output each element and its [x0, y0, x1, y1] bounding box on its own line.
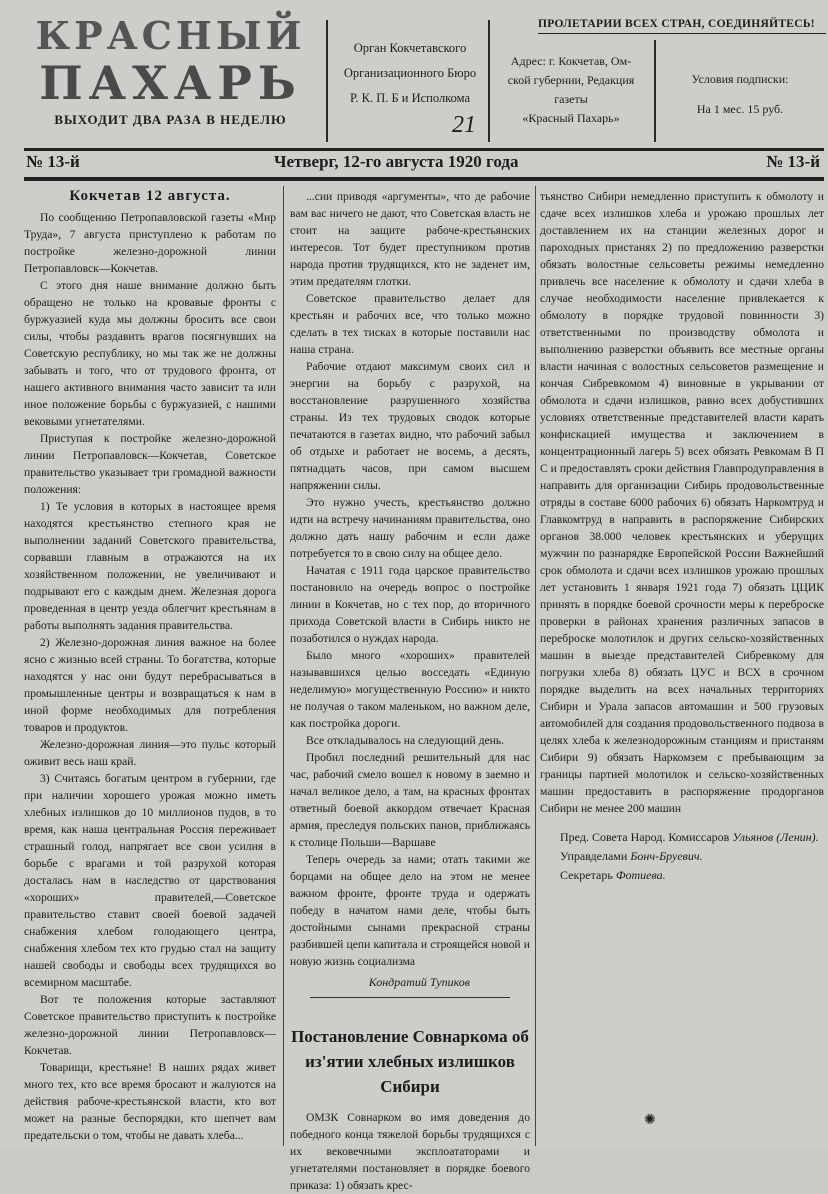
article-paragraph: Начатая с 1911 года царское правительство постановило на очередь вопрос о постройке линии в Кокчетав, но с тех пор, до вторичного прихода Советской власти в Сибирь никто не позаботился о нуждах народа.	[290, 564, 530, 645]
masthead-divider	[488, 20, 490, 142]
subscription-terms	[660, 64, 820, 124]
organ-line: Орган Кокчетавского	[353, 41, 467, 55]
article-paragraph: Советское правительство делает для крестьян и рабочих все, что только можно сделать в тех тисках в которые поставили нас наша страна.	[290, 292, 530, 356]
article-paragraph: Теперь очередь за нами; отать такими же борцами на общее дело на этом не менее важном фронте, фронте труда и одержать победу в начатом нами деле, чтобы быть достойными сынами прекрасной страны разбившей цепи капитала и строящейся новой и новую жизнь социализма	[290, 853, 530, 968]
signature-role: Секретарь	[560, 868, 613, 882]
article-paragraph: 1) Те условия в которых в настоящее время находятся крестьянство степного края не выполнении заданий Советского правительства, сорвавши главным в отражаются на их хозяйственном положении, не увеличивают и подрывают его с каждым днем. Железная дорога проведенная в центр уезда облегчит крестьянам в работы выполнять задания правительства.	[24, 500, 276, 632]
issue-number-right: № 13-й	[766, 152, 820, 171]
editorial-address	[492, 52, 650, 128]
masthead	[0, 0, 828, 148]
article-paragraph: Все откладывалось на следующий день.	[306, 734, 504, 747]
article-paragraph: 2) Железно-дорожная линия важное на более ясно с жизнью всей страны. То богатства, которые находятся у нас они будут перебрасываться в промышленные центры и возвращаться к нам в иной форме необходимых для потребления товаров и продуктов.	[24, 636, 276, 734]
article-headline: Кокчетав 12 августа.	[69, 188, 231, 204]
article-paragraph: Товарищи, крестьяне! В наших рядах живет много тех, кто все время бросают и жалуются на действия рабоче-крестьянской власти, кто вот может на разные беспорядки, кто шепчет вам предательски о том, чтобы не давать хлеба...	[24, 1061, 276, 1142]
article-paragraph: Приступая к постройке железно-дорожной линии Петропавловск—Кокчетав, Советское правительство указывает три громадной важности положения:	[24, 432, 276, 496]
article-divider	[310, 997, 510, 998]
title-line-2: ПАХАРЬ	[39, 56, 302, 110]
signature-line	[540, 829, 824, 846]
organ-info	[334, 36, 486, 111]
rule	[24, 177, 824, 181]
address-line: «Красный Пахарь»	[522, 111, 620, 125]
article-paragraph: Вот те положения которые заставляют Советское правительство приступить к постройке железно-дорожной линии Петропавловск—Кокчетав.	[24, 993, 276, 1057]
article-paragraph: Это нужно учесть, крестьянство должно идти на встречу начинаниям правительства, оно должно дать нашу рабочим и если даже потребуется то в свою силу на общее дело.	[290, 496, 530, 560]
article-paragraph: Рабочие отдают максимум своих сил и энергии на борьбу с разрухой, на восстановление разрушенного хозяйства страны. Из тех трудовых сводок которые печатаются в газетах видно, что рабочий забыл об отдыхе и работает не восемь, а десять, пятнадцать часов, при самом высшем напряжении силы.	[290, 360, 530, 492]
signature-name: Ульянов (Ленин).	[732, 830, 819, 844]
terms-line: На 1 мес. 15 руб.	[696, 102, 784, 116]
terms-line: Условия подписки:	[691, 72, 789, 86]
organ-line: Р. К. П. Б и Исполкома	[349, 91, 471, 105]
decree-paragraph: тьянство Сибири немедленно приступить к обмолоту и сдаче всех излишков хлеба и урожаю прошлых лет доставлением их на станции железных дорог и пароходных пристанях 2) по предложению разверстки обязать волостные сельсоветы режимы немедленно привлечь все население к обмолоту и сдачи хлеба в случае необходимости население привлекается к обмолоту в порядке трудовой повинности 3) ответственными по производству обмолота и выполнению разверстки объявить все местные органы власти начиная с волостных сельсоветов размещение и кончая Сибревкомом 4) виновные в укрывании от обмолота и сдачи излишков, равно всех добустивших условиях ответственные представителей власти карать конфискацией имущества и заключением в концентрационный лагерь 5) всех обязать Ревкомам В П С и предоставлять сроки действия Главпродуправления в направить для организации Сибирь продовольственные отряды в составе 6000 рабочих 6) обязать Наркомтруд и Главкомтруд в направить в распоряжение Сибирских органов 38.000 человек крестьянских и уберущих мужчин по разнарядке Европейской России Важнейший срок обмолота и сдачи всех излишков урожаю прошлых лет установить 1 января 1921 года 7) обязать ЦЦИК принять в порядке боевой срочности меры к переброске проверки в районах хранения различных запасов в переброске молотилок и других сельско-хозяйственных машин в выезде представителей Сибревкому для погрузки хлеба 8) обязать ЦУС и ВСХ в срочном порядке выделить на всех начальных территориях Сибири и Урала запасов автомашин и 500 грузовых автомобилей для создания продовольственного подвоза в целях хлеба к железнодорожным станциям и пристаням Сибири 9) обязать Наркомзем с пребывающим за границы партией молотилок и сельско-хозяйственных машин предоставить в распоряжение продорганов Сибири не менее 200 машин	[540, 190, 824, 815]
article-paragraph: Было много «хороших» правителей называвшихся целью восседать «Единую неделимую» могущественную Россию» и никто не получая о таком маленьком, но важном деле, как постройка дороги.	[290, 649, 530, 730]
column-separator	[283, 186, 284, 1146]
issue-date: Четверг, 12-го августа 1920 года	[274, 152, 519, 171]
article-paragraph: По сообщению Петропавловской газеты «Мир Труда», 7 августа приступлено к работам по постройке железно-дорожной линии Петропавловск—Кокчетав.	[24, 211, 276, 275]
decree-headline: Постановление Совнаркома об из'ятии хлебных излишков Сибири	[291, 1027, 529, 1096]
ornament-icon: ✺	[644, 1113, 656, 1128]
newspaper-title	[18, 14, 323, 142]
signature-line	[540, 867, 824, 884]
signature-line	[540, 848, 824, 865]
signature-name: Бонч-Бруевич.	[630, 849, 703, 863]
title-line-1: КРАСНЫЙ	[35, 13, 306, 58]
handwritten-issue-number: 21	[452, 112, 476, 138]
article-paragraph: ...сии приводя «аргументы», что де рабочие вам вас ничего не дают, что Советская власть не стоит на защите рабоче-крестьянских интересов. Тот будет преступником против народа против трудящихся, кто не заденет им, этим предателям глотки.	[290, 190, 530, 288]
date-bar	[24, 150, 824, 176]
article-signature: Кондратий Тупиков	[368, 975, 470, 989]
article-paragraph: 3) Считаясь богатым центром в губернии, где при наличии хорошего урожая можно иметь хлебных излишков до 10 миллионов пудов, в то время, как наша центральная Россия переживает страшный голод, напрягает все свои усилия в борьбе с врагами и той разрухой которая досталась нам в наследство от царствования «хороших» правителей,—Советское правительство ставит своей боевой задачей снабжения хлебом голодающего центра, снабжения хлебом тех кто грудью стал на защиту нашей свободы и свободы всех трудящихся во всемирном масштабе.	[24, 772, 276, 989]
address-line: Адрес: г. Кокчетав, Ом-	[510, 54, 632, 68]
decree-paragraph: ОМЗК Совнарком во имя доведения до победного конца тяжелой борьбы трудящихся с их вековечными эксплоататорами и угнетателями постановляет в порядке боевого приказа: 1) обязать крес-	[290, 1111, 530, 1192]
masthead-divider	[326, 20, 328, 142]
signature-role: Управделами	[560, 849, 628, 863]
article-paragraph: Железно-дорожная линия—это пульс который оживит весь наш край.	[24, 738, 276, 768]
address-line: ской губернии, Редакция	[507, 73, 635, 87]
slogan: ПРОЛЕТАРИИ ВСЕХ СТРАН, СОЕДИНЯЙТЕСЬ!	[538, 18, 826, 34]
address-line: газеты	[554, 92, 588, 106]
column-2	[290, 188, 530, 1194]
column-1	[24, 188, 276, 1144]
organ-line: Организационного Бюро	[343, 66, 477, 80]
column-3	[540, 188, 824, 886]
column-separator	[535, 186, 536, 1146]
publication-frequency: ВЫХОДИТ ДВА РАЗА В НЕДЕЛЮ	[54, 112, 287, 127]
signature-role: Пред. Совета Народ. Комиссаров	[560, 830, 730, 844]
article-paragraph: Пробил последний решительный для нас час, рабочий смело вошел к новому в заемно и начал великое дело, а там, на красных фронтах ответный боевой аккордом отвечает Красная армия, преследуя польских панов, приближаясь к столице Польши—Варшаве	[290, 751, 530, 849]
issue-number-left: № 13-й	[26, 152, 80, 171]
signature-name: Фотиева.	[615, 868, 666, 882]
article-paragraph: С этого дня наше внимание должно быть обращено не только на кровавые фронты с буржуазией куда мы должны бросить все свои силы, чтобы раздавить врагов посягнувших на Советскую республику, но мы так же не должны забывать и того, что от трудового фронта, от нашего активного внимания часто зависит та или иное положение борьбы с буржуазией, с нашими вековыми угнетателями.	[24, 279, 276, 428]
masthead-divider	[654, 40, 656, 142]
